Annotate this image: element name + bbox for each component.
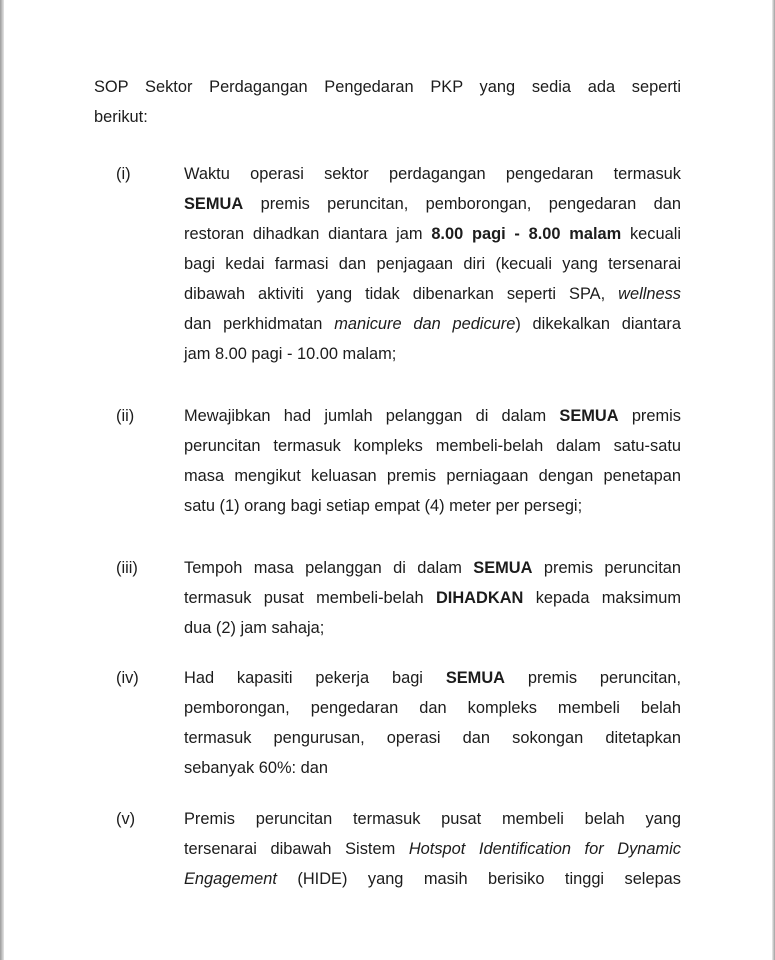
item-text xyxy=(184,159,681,369)
item-text xyxy=(184,663,681,783)
item-line: dua (2) jam sahaja; xyxy=(184,619,325,637)
item-line: Waktu operasi sektor perdagangan pengedaran termasuk xyxy=(184,165,681,183)
item-line: Premis peruncitan termasuk pusat membeli belah yang xyxy=(184,810,681,828)
item-label: (iii) xyxy=(116,559,138,577)
item-line: Mewajibkan had jumlah pelanggan di dalam SEMUA premis xyxy=(184,407,681,425)
item-line: SEMUA premis peruncitan, pemborongan, pengedaran dan xyxy=(184,195,681,213)
item-label: (iv) xyxy=(116,669,139,687)
item-line: tersenarai dibawah Sistem Hotspot Identification for Dynamic xyxy=(184,840,682,858)
item-line: Tempoh masa pelanggan di dalam SEMUA premis peruncitan xyxy=(184,559,681,577)
item-line: dan perkhidmatan manicure dan pedicure) dikekalkan diantara xyxy=(184,315,681,333)
item-line: peruncitan termasuk kompleks membeli-belah dalam satu-satu xyxy=(184,437,681,455)
item-label: (i) xyxy=(116,165,131,183)
item-line: dibawah aktiviti yang tidak dibenarkan seperti SPA, wellness xyxy=(184,285,681,303)
item-line: bagi kedai farmasi dan penjagaan diri (kecuali yang tersenarai xyxy=(184,255,681,273)
item-line: sebanyak 60%: dan xyxy=(184,759,328,777)
intro-line: berikut: xyxy=(94,108,148,126)
page-left-edge-shadow xyxy=(0,0,4,960)
item-line: termasuk pusat membeli-belah DIHADKAN kepada maksimum xyxy=(184,589,681,607)
item-line: Engagement (HIDE) yang masih berisiko tinggi selepas xyxy=(184,870,681,888)
intro-paragraph xyxy=(94,72,681,132)
item-line: restoran dihadkan diantara jam 8.00 pagi - 8.00 malam kecuali xyxy=(184,225,681,243)
item-text xyxy=(184,804,681,894)
item-label: (v) xyxy=(116,810,136,828)
item-line: masa mengikut keluasan premis perniagaan dengan penetapan xyxy=(184,467,681,485)
intro-line: SOP Sektor Perdagangan Pengedaran PKP yang sedia ada seperti xyxy=(94,78,681,96)
item-line: pemborongan, pengedaran dan kompleks membeli belah xyxy=(184,699,681,717)
item-text xyxy=(184,553,681,643)
item-line: satu (1) orang bagi setiap empat (4) meter per persegi; xyxy=(184,497,583,515)
item-line: jam 8.00 pagi - 10.00 malam; xyxy=(184,345,397,363)
item-label: (ii) xyxy=(116,407,135,425)
item-text xyxy=(184,401,681,521)
item-line: termasuk pengurusan, operasi dan sokongan ditetapkan xyxy=(184,729,681,747)
item-line: Had kapasiti pekerja bagi SEMUA premis peruncitan, xyxy=(184,669,681,687)
